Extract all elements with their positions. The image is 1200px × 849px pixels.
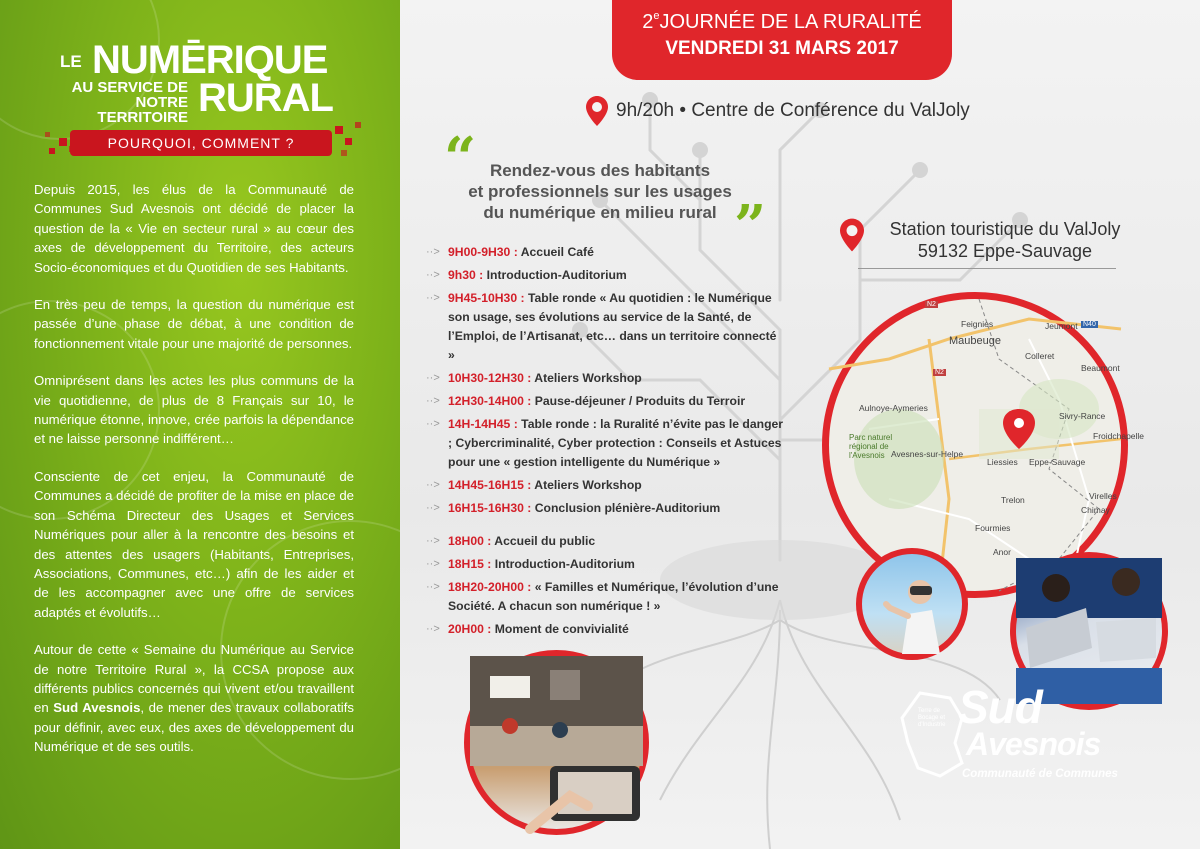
map-label: Virelles (1089, 491, 1117, 501)
arrow-icon: ··> (426, 269, 440, 281)
arrow-icon: ··> (426, 558, 440, 570)
event-tagline (440, 160, 760, 223)
program-item (426, 243, 786, 262)
map-label: Aulnoye-Aymeries (859, 403, 928, 413)
program-text: Introduction-Auditorium (491, 557, 635, 571)
logo-tagline-part: d'Industrie (918, 722, 946, 728)
map-label: Sivry-Rance (1059, 411, 1106, 421)
program-text: Conclusion plénière-Auditorium (531, 501, 721, 515)
intro-paragraph: En très peu de temps, la question du numérique est passée d’une phase de débat, à une condition de fonctionnement vitale pour une majorité de personnes. (34, 297, 354, 351)
station-postcode: 59132 Eppe-Sauvage (917, 241, 1093, 261)
tagline-line: et professionnels sur les usages (468, 182, 732, 201)
time-venue-text: 9h/20h • Centre de Conférence du ValJoly (616, 100, 970, 121)
map-label-part: Parc naturel (849, 433, 893, 442)
intro-paragraph: Consciente de cet enjeu, la Communauté de Communes a décidé de profiter de la mise en place de son Schéma Directeur des Usages et Services Numériques pour aller à la rencontre des besoins et des attentes des usagers (Habitants, Entreprises, Associations, Communes, etc…) afin de les aider et de les accompagner avec une offre de services adaptés et évolutifs… (34, 468, 354, 620)
paragraph-bold: Sud Avesnois (53, 700, 141, 716)
program-item (426, 415, 786, 472)
tagline-line: Rendez-vous des habitants (489, 161, 711, 180)
arrow-icon: ··> (426, 535, 440, 547)
banner-title: JOURNÉE DE LA RURALITÉ (659, 11, 922, 33)
program-list (426, 243, 786, 643)
program-time: 9H00-9H30 : (448, 245, 518, 259)
title-au-service-line2: NOTRE TERRITOIRE (97, 94, 188, 126)
map-label: Beaumont (1081, 363, 1120, 373)
left-panel (0, 0, 400, 849)
subtitle-badge: POURQUOI, COMMENT ? (70, 130, 332, 156)
vr-photo (856, 548, 968, 660)
program-text: Table ronde « Au quotidien : le Numérique son usage, ses évolutions au service de la Santé, de l’Emploi, de l’Artisanat, etc… dans un territoire connecté » (448, 291, 777, 362)
map-label: Anor (993, 547, 1011, 557)
logo-avesnois: Avesnois (966, 726, 1101, 762)
program-text: Moment de convivialité (491, 622, 629, 636)
program-time: 12H30-14H00 : (448, 394, 532, 408)
banner-line1 (612, 10, 952, 34)
program-item (426, 578, 786, 616)
program-item (426, 266, 786, 285)
arrow-icon: ··> (426, 581, 440, 593)
event-banner (612, 0, 952, 80)
map-label-part: l'Avesnois (849, 451, 885, 460)
program-text: « Familles et Numérique, l’évolution d’une Société. A chacun son numérique ! » (448, 580, 779, 613)
intro-paragraph: Depuis 2015, les élus de la Communauté de Communes Sud Avesnois ont décidé de placer la question de la « Vie en secteur rural » au cœur des axes de développement du Territoire, des acteurs Socio-économiques et du Quotidien de ses Habitants. (34, 182, 354, 275)
intro-paragraph (34, 640, 354, 756)
workshop-illustration (470, 656, 643, 829)
map-label: Colleret (1025, 351, 1055, 361)
program-item (426, 392, 786, 411)
map-label: Maubeuge (949, 335, 1001, 347)
program-text: Pause-déjeuner / Produits du Terroir (531, 394, 746, 408)
logo-tagline-part: Terre de (918, 708, 941, 714)
arrow-icon: ··> (426, 479, 440, 491)
title-numerique: NUMĒRIQUE (92, 38, 328, 82)
quote-close-mark: ” (734, 193, 767, 259)
banner-date: VENDREDI 31 MARS 2017 (665, 38, 899, 59)
title-le: LE (60, 52, 82, 71)
map-label: Liessies (987, 457, 1018, 467)
tagline-line: du numérique en milieu rural (483, 203, 717, 222)
program-text: Ateliers Workshop (531, 478, 642, 492)
map-label (849, 433, 892, 460)
map-label: Fourmies (975, 523, 1011, 533)
right-panel (400, 0, 1200, 849)
program-item (426, 555, 786, 574)
program-time: 10H30-12H30 : (448, 371, 532, 385)
program-time: 9h30 : (448, 268, 484, 282)
program-item (426, 476, 786, 495)
program-item (426, 289, 786, 365)
program-time: 14H45-16H15 : (448, 478, 532, 492)
sud-avesnois-logo (900, 680, 1130, 790)
program-item (426, 369, 786, 388)
map-label: Trelon (1001, 495, 1025, 505)
quote-open-mark: “ (444, 125, 477, 191)
program-time: 9H45-10H30 : (448, 291, 525, 305)
program-item (426, 620, 786, 639)
paragraph-text: , de mener des travaux collaboratifs pour définir, avec eux, des axes de développement du Numérique et de ses outils. (34, 700, 354, 755)
arrow-icon: ··> (426, 395, 440, 407)
title-rural: RURAL (198, 76, 333, 120)
program-item (426, 532, 786, 551)
road-badge: N40 (1083, 321, 1096, 328)
road-badge: N2 (935, 369, 944, 376)
station-address (840, 218, 1170, 262)
program-time: 18H20-20H00 : (448, 580, 532, 594)
logo-subtitle: Communauté de Communes (962, 768, 1118, 780)
road-badge: N2 (927, 301, 936, 308)
workshop-photo (464, 650, 649, 835)
program-text: Introduction-Auditorium (483, 268, 627, 282)
map-label: Jeumont (1045, 321, 1078, 331)
program-time: 20H00 : (448, 622, 492, 636)
logo-tagline-part: Bocage et (918, 715, 946, 721)
arrow-icon: ··> (426, 623, 440, 635)
program-time: 18H15 : (448, 557, 492, 571)
banner-number: 2 (642, 11, 654, 33)
location-pin-icon (586, 96, 608, 126)
title-au-service-line1: AU SERVICE DE (71, 79, 188, 96)
arrow-icon: ··> (426, 246, 440, 258)
logo-tagline (918, 708, 958, 729)
program-text: Ateliers Workshop (531, 371, 642, 385)
program-text: Accueil du public (491, 534, 596, 548)
arrow-icon: ··> (426, 372, 440, 384)
map-label: Eppe-Sauvage (1029, 457, 1086, 467)
program-time: 14H-14H45 : (448, 417, 518, 431)
logo-sud: Sud (958, 681, 1042, 733)
vr-user-illustration (862, 554, 962, 654)
program-text: Table ronde : la Ruralité n’évite pas le danger ; Cybercriminalité, Cyber protection : Conseils et Astuces pour une « gestion intelligente du Numérique » (448, 417, 784, 469)
map-label: Chimay (1081, 505, 1110, 515)
arrow-icon: ··> (426, 292, 440, 304)
station-name: Station touristique du ValJoly (889, 219, 1121, 239)
paragraph-text: Autour de cette « Semaine du Numérique au Service de notre Territoire Rural », la CCSA propose aux différents publics concernés qui vivent et/ou travaillent en (34, 642, 354, 716)
program-time: 16H15-16H30 : (448, 501, 532, 515)
main-title (58, 38, 348, 126)
banner-sup: e (653, 10, 660, 22)
map-label: Froidchapelle (1093, 431, 1145, 441)
map-label-part: régional de (849, 442, 889, 451)
arrow-icon: ··> (426, 418, 440, 430)
arrow-icon: ··> (426, 502, 440, 514)
divider (858, 268, 1116, 269)
intro-paragraph: Omniprésent dans les actes les plus communs de la vie quotidienne, de plus de 8 Français sur 10, le numérique étonne, innove, crée parfois la dépendance et ne laisse personne indifférent… (34, 373, 354, 447)
map-label: Avesnes-sur-Helpe (891, 449, 964, 459)
intro-text (34, 180, 354, 775)
program-item (426, 499, 786, 518)
map-label: Feignies (961, 319, 994, 329)
program-text: Accueil Café (517, 245, 594, 259)
program-time: 18H00 : (448, 534, 492, 548)
